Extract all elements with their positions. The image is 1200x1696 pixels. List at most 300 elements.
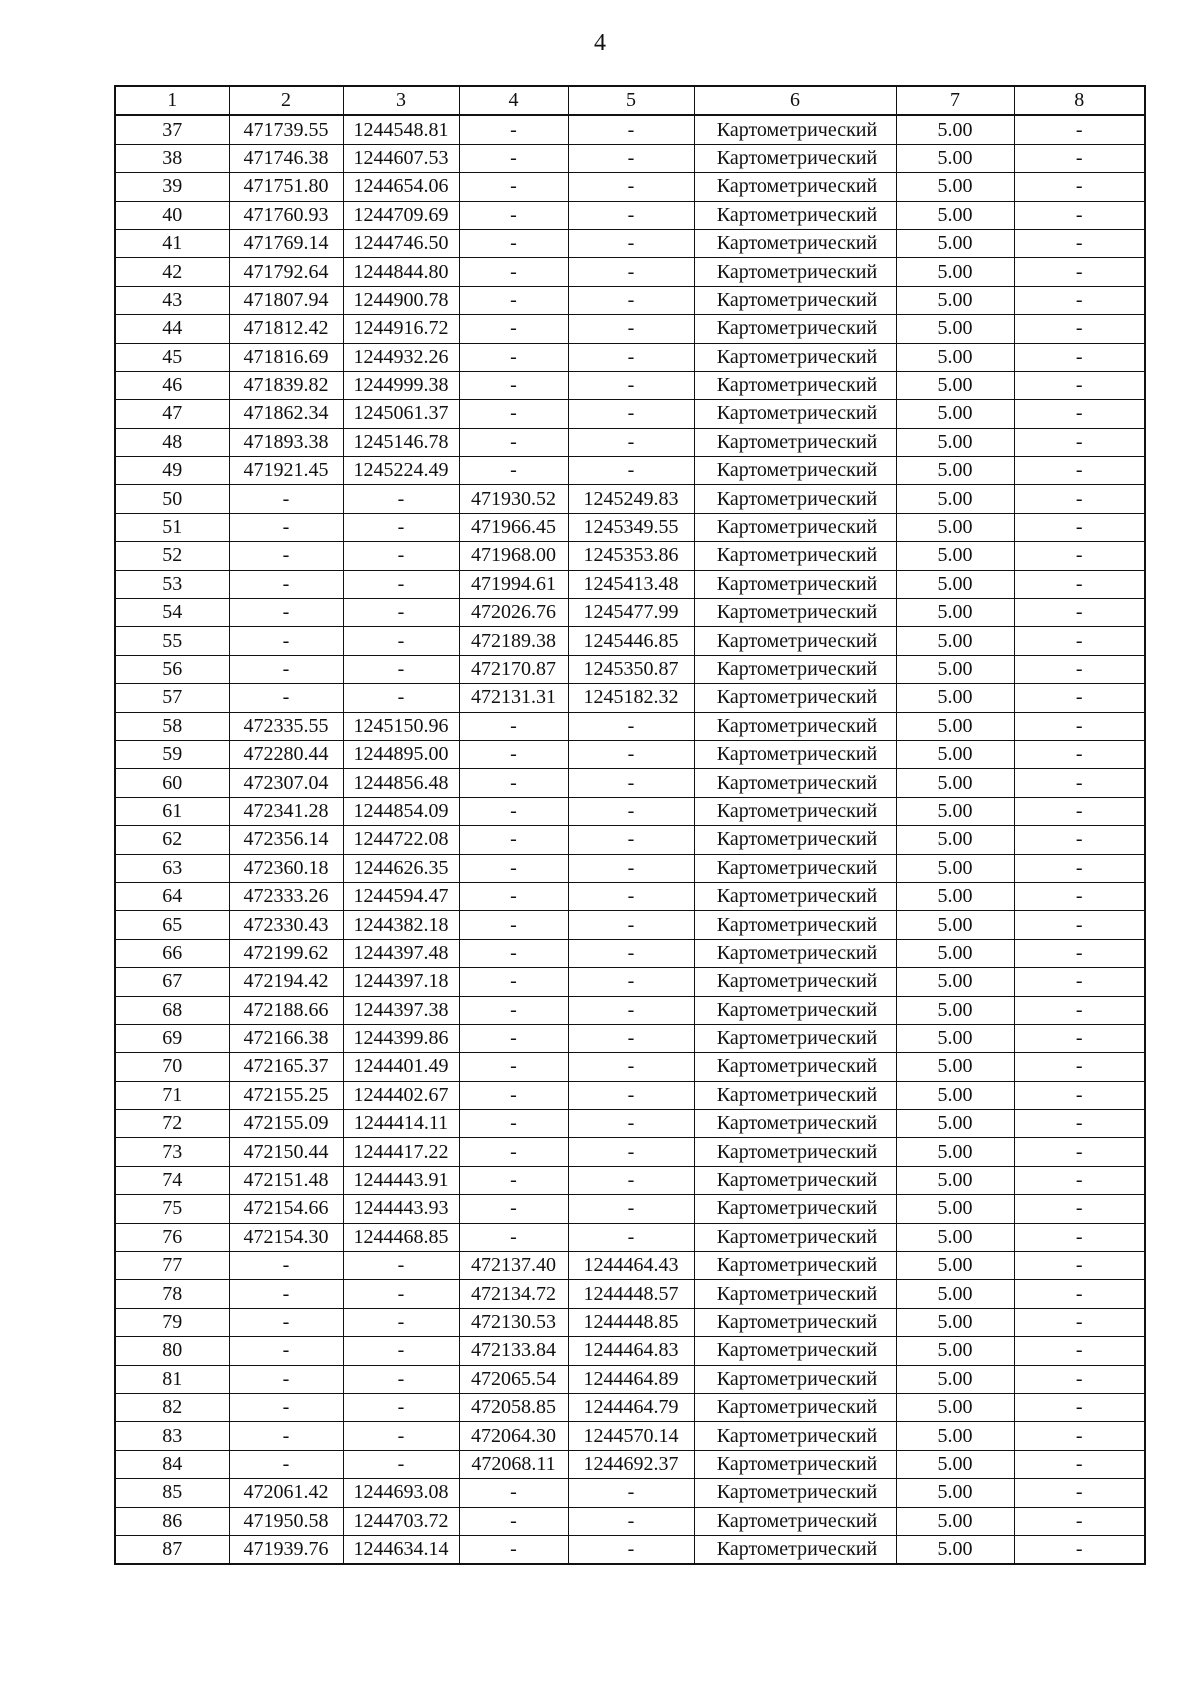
- cell-x-new: -: [459, 229, 568, 257]
- cell-method: Картометрический: [694, 258, 896, 286]
- cell-y-coordinate: -: [343, 684, 459, 712]
- cell-y-new: -: [568, 115, 694, 144]
- cell-point-number: 59: [115, 740, 229, 768]
- table-row: [115, 996, 1145, 1024]
- cell-y-coordinate: -: [343, 1252, 459, 1280]
- cell-point-number: 37: [115, 115, 229, 144]
- cell-note: -: [1014, 968, 1145, 996]
- cell-point-number: 39: [115, 173, 229, 201]
- cell-point-number: 61: [115, 797, 229, 825]
- cell-x-new: -: [459, 712, 568, 740]
- cell-method: Картометрический: [694, 882, 896, 910]
- cell-note: -: [1014, 201, 1145, 229]
- cell-y-coordinate: -: [343, 627, 459, 655]
- cell-method: Картометрический: [694, 1166, 896, 1194]
- cell-x-coordinate: -: [229, 1422, 343, 1450]
- cell-x-coordinate: -: [229, 1393, 343, 1421]
- cell-note: -: [1014, 1138, 1145, 1166]
- cell-accuracy: 5.00: [896, 1507, 1014, 1535]
- table-row: [115, 1166, 1145, 1194]
- cell-x-new: -: [459, 1138, 568, 1166]
- cell-y-coordinate: 1244634.14: [343, 1535, 459, 1564]
- cell-x-coordinate: 471939.76: [229, 1535, 343, 1564]
- table-row: [115, 1252, 1145, 1280]
- cell-point-number: 48: [115, 428, 229, 456]
- table-row: [115, 1280, 1145, 1308]
- table-row: [115, 1365, 1145, 1393]
- cell-x-coordinate: -: [229, 1337, 343, 1365]
- cell-x-coordinate: 472155.09: [229, 1110, 343, 1138]
- cell-x-new: -: [459, 939, 568, 967]
- cell-y-new: -: [568, 1024, 694, 1052]
- cell-y-coordinate: 1244722.08: [343, 826, 459, 854]
- cell-y-coordinate: 1244401.49: [343, 1053, 459, 1081]
- cell-method: Картометрический: [694, 201, 896, 229]
- cell-x-new: -: [459, 315, 568, 343]
- table-row: [115, 684, 1145, 712]
- table-row: [115, 769, 1145, 797]
- cell-point-number: 74: [115, 1166, 229, 1194]
- cell-accuracy: 5.00: [896, 1252, 1014, 1280]
- table-row: [115, 258, 1145, 286]
- table-body: [115, 115, 1145, 1564]
- table-row: [115, 542, 1145, 570]
- cell-x-coordinate: 472194.42: [229, 968, 343, 996]
- cell-accuracy: 5.00: [896, 854, 1014, 882]
- cell-method: Картометрический: [694, 457, 896, 485]
- cell-point-number: 82: [115, 1393, 229, 1421]
- table-row: [115, 655, 1145, 683]
- cell-x-new: -: [459, 911, 568, 939]
- cell-y-new: 1244464.89: [568, 1365, 694, 1393]
- cell-method: Картометрический: [694, 513, 896, 541]
- cell-point-number: 67: [115, 968, 229, 996]
- cell-method: Картометрический: [694, 1450, 896, 1478]
- table-row: [115, 371, 1145, 399]
- cell-point-number: 42: [115, 258, 229, 286]
- table-row: [115, 485, 1145, 513]
- table-row: [115, 968, 1145, 996]
- cell-x-new: -: [459, 1507, 568, 1535]
- cell-note: -: [1014, 542, 1145, 570]
- table-row: [115, 1507, 1145, 1535]
- cell-y-coordinate: 1245150.96: [343, 712, 459, 740]
- cell-x-coordinate: 471751.80: [229, 173, 343, 201]
- cell-x-coordinate: 472280.44: [229, 740, 343, 768]
- cell-accuracy: 5.00: [896, 1166, 1014, 1194]
- cell-x-coordinate: -: [229, 1365, 343, 1393]
- table-row: [115, 513, 1145, 541]
- table-row: [115, 286, 1145, 314]
- cell-y-new: 1245350.87: [568, 655, 694, 683]
- cell-note: -: [1014, 1365, 1145, 1393]
- cell-point-number: 72: [115, 1110, 229, 1138]
- cell-point-number: 83: [115, 1422, 229, 1450]
- cell-note: -: [1014, 371, 1145, 399]
- cell-point-number: 62: [115, 826, 229, 854]
- cell-method: Картометрический: [694, 173, 896, 201]
- cell-note: -: [1014, 173, 1145, 201]
- cell-x-new: -: [459, 1081, 568, 1109]
- table-row: [115, 343, 1145, 371]
- cell-y-coordinate: 1244932.26: [343, 343, 459, 371]
- cell-accuracy: 5.00: [896, 655, 1014, 683]
- cell-accuracy: 5.00: [896, 258, 1014, 286]
- cell-accuracy: 5.00: [896, 911, 1014, 939]
- cell-x-new: 471968.00: [459, 542, 568, 570]
- cell-x-new: 472137.40: [459, 1252, 568, 1280]
- cell-y-coordinate: 1245061.37: [343, 400, 459, 428]
- cell-y-new: -: [568, 144, 694, 172]
- cell-accuracy: 5.00: [896, 144, 1014, 172]
- cell-x-coordinate: 472165.37: [229, 1053, 343, 1081]
- cell-note: -: [1014, 1195, 1145, 1223]
- cell-y-new: -: [568, 371, 694, 399]
- cell-y-new: -: [568, 201, 694, 229]
- cell-x-new: -: [459, 115, 568, 144]
- cell-accuracy: 5.00: [896, 371, 1014, 399]
- table-row: [115, 1479, 1145, 1507]
- cell-y-coordinate: 1244594.47: [343, 882, 459, 910]
- cell-point-number: 49: [115, 457, 229, 485]
- cell-x-coordinate: 472188.66: [229, 996, 343, 1024]
- cell-x-coordinate: 471769.14: [229, 229, 343, 257]
- table-row: [115, 229, 1145, 257]
- cell-point-number: 78: [115, 1280, 229, 1308]
- table-row: [115, 201, 1145, 229]
- table-row: [115, 144, 1145, 172]
- cell-method: Картометрический: [694, 911, 896, 939]
- cell-point-number: 64: [115, 882, 229, 910]
- cell-accuracy: 5.00: [896, 1365, 1014, 1393]
- cell-y-coordinate: -: [343, 599, 459, 627]
- cell-note: -: [1014, 1479, 1145, 1507]
- cell-x-new: 472170.87: [459, 655, 568, 683]
- cell-point-number: 79: [115, 1308, 229, 1336]
- cell-note: -: [1014, 570, 1145, 598]
- cell-note: -: [1014, 712, 1145, 740]
- cell-x-coordinate: -: [229, 1280, 343, 1308]
- cell-y-coordinate: -: [343, 1337, 459, 1365]
- cell-y-new: -: [568, 1195, 694, 1223]
- cell-note: -: [1014, 1280, 1145, 1308]
- cell-y-new: -: [568, 968, 694, 996]
- cell-x-coordinate: 471950.58: [229, 1507, 343, 1535]
- cell-x-coordinate: -: [229, 485, 343, 513]
- table-row: [115, 1337, 1145, 1365]
- cell-y-new: -: [568, 1138, 694, 1166]
- cell-method: Картометрический: [694, 1223, 896, 1251]
- cell-method: Картометрический: [694, 343, 896, 371]
- cell-method: Картометрический: [694, 1053, 896, 1081]
- cell-accuracy: 5.00: [896, 1308, 1014, 1336]
- cell-y-coordinate: -: [343, 485, 459, 513]
- cell-accuracy: 5.00: [896, 513, 1014, 541]
- cell-y-coordinate: 1244382.18: [343, 911, 459, 939]
- cell-note: -: [1014, 1507, 1145, 1535]
- cell-accuracy: 5.00: [896, 968, 1014, 996]
- cell-x-coordinate: 472061.42: [229, 1479, 343, 1507]
- cell-method: Картометрический: [694, 684, 896, 712]
- table-row: [115, 882, 1145, 910]
- cell-accuracy: 5.00: [896, 1081, 1014, 1109]
- cell-accuracy: 5.00: [896, 229, 1014, 257]
- cell-y-new: 1245477.99: [568, 599, 694, 627]
- cell-method: Картометрический: [694, 485, 896, 513]
- cell-x-new: 472068.11: [459, 1450, 568, 1478]
- cell-y-new: -: [568, 286, 694, 314]
- page-number: 4: [594, 30, 606, 56]
- cell-accuracy: 5.00: [896, 1280, 1014, 1308]
- cell-point-number: 45: [115, 343, 229, 371]
- cell-note: -: [1014, 1450, 1145, 1478]
- cell-point-number: 65: [115, 911, 229, 939]
- cell-x-coordinate: -: [229, 655, 343, 683]
- cell-x-new: -: [459, 1053, 568, 1081]
- cell-y-coordinate: 1245146.78: [343, 428, 459, 456]
- cell-x-coordinate: 472360.18: [229, 854, 343, 882]
- cell-note: -: [1014, 315, 1145, 343]
- cell-y-new: 1245413.48: [568, 570, 694, 598]
- cell-note: -: [1014, 1024, 1145, 1052]
- cell-note: -: [1014, 911, 1145, 939]
- cell-x-new: -: [459, 882, 568, 910]
- table-row: [115, 712, 1145, 740]
- cell-y-coordinate: -: [343, 1393, 459, 1421]
- cell-note: -: [1014, 428, 1145, 456]
- cell-point-number: 86: [115, 1507, 229, 1535]
- cell-y-new: 1245353.86: [568, 542, 694, 570]
- cell-accuracy: 5.00: [896, 882, 1014, 910]
- cell-note: -: [1014, 286, 1145, 314]
- cell-method: Картометрический: [694, 996, 896, 1024]
- cell-x-coordinate: 471816.69: [229, 343, 343, 371]
- cell-method: Картометрический: [694, 1337, 896, 1365]
- cell-x-new: -: [459, 1024, 568, 1052]
- cell-method: Картометрический: [694, 712, 896, 740]
- cell-x-coordinate: -: [229, 1252, 343, 1280]
- cell-point-number: 84: [115, 1450, 229, 1478]
- cell-x-new: 471994.61: [459, 570, 568, 598]
- cell-x-new: 472130.53: [459, 1308, 568, 1336]
- cell-x-coordinate: -: [229, 599, 343, 627]
- cell-y-coordinate: 1244468.85: [343, 1223, 459, 1251]
- cell-accuracy: 5.00: [896, 1479, 1014, 1507]
- cell-x-coordinate: 471792.64: [229, 258, 343, 286]
- cell-accuracy: 5.00: [896, 939, 1014, 967]
- cell-x-coordinate: -: [229, 684, 343, 712]
- cell-y-coordinate: 1244746.50: [343, 229, 459, 257]
- cell-note: -: [1014, 882, 1145, 910]
- cell-accuracy: 5.00: [896, 599, 1014, 627]
- cell-accuracy: 5.00: [896, 115, 1014, 144]
- cell-x-coordinate: -: [229, 570, 343, 598]
- cell-accuracy: 5.00: [896, 542, 1014, 570]
- cell-accuracy: 5.00: [896, 485, 1014, 513]
- cell-y-new: -: [568, 457, 694, 485]
- cell-x-new: -: [459, 797, 568, 825]
- cell-method: Картометрический: [694, 229, 896, 257]
- cell-y-coordinate: -: [343, 1280, 459, 1308]
- cell-y-coordinate: 1244895.00: [343, 740, 459, 768]
- cell-y-coordinate: -: [343, 513, 459, 541]
- cell-method: Картометрический: [694, 315, 896, 343]
- cell-y-new: -: [568, 712, 694, 740]
- cell-accuracy: 5.00: [896, 740, 1014, 768]
- cell-point-number: 87: [115, 1535, 229, 1564]
- cell-x-coordinate: 471746.38: [229, 144, 343, 172]
- cell-y-new: -: [568, 258, 694, 286]
- cell-y-coordinate: 1244693.08: [343, 1479, 459, 1507]
- cell-accuracy: 5.00: [896, 1535, 1014, 1564]
- cell-x-new: -: [459, 428, 568, 456]
- cell-point-number: 76: [115, 1223, 229, 1251]
- cell-x-coordinate: 471921.45: [229, 457, 343, 485]
- cell-accuracy: 5.00: [896, 457, 1014, 485]
- cell-note: -: [1014, 229, 1145, 257]
- cell-point-number: 44: [115, 315, 229, 343]
- cell-method: Картометрический: [694, 115, 896, 144]
- cell-x-new: 472189.38: [459, 627, 568, 655]
- cell-accuracy: 5.00: [896, 400, 1014, 428]
- cell-x-new: -: [459, 286, 568, 314]
- table-row: [115, 1393, 1145, 1421]
- cell-y-coordinate: 1244607.53: [343, 144, 459, 172]
- cell-x-coordinate: 472341.28: [229, 797, 343, 825]
- cell-y-new: -: [568, 1223, 694, 1251]
- cell-y-coordinate: 1244626.35: [343, 854, 459, 882]
- cell-y-coordinate: -: [343, 542, 459, 570]
- table-row: [115, 1535, 1145, 1564]
- cell-point-number: 66: [115, 939, 229, 967]
- cell-note: -: [1014, 854, 1145, 882]
- cell-point-number: 41: [115, 229, 229, 257]
- cell-y-new: 1244570.14: [568, 1422, 694, 1450]
- table-row: [115, 854, 1145, 882]
- cell-point-number: 52: [115, 542, 229, 570]
- cell-point-number: 77: [115, 1252, 229, 1280]
- cell-accuracy: 5.00: [896, 201, 1014, 229]
- cell-y-coordinate: 1244397.18: [343, 968, 459, 996]
- cell-y-coordinate: 1244399.86: [343, 1024, 459, 1052]
- cell-y-coordinate: -: [343, 570, 459, 598]
- cell-method: Картометрический: [694, 1081, 896, 1109]
- cell-y-coordinate: 1244414.11: [343, 1110, 459, 1138]
- cell-method: Картометрический: [694, 854, 896, 882]
- cell-x-coordinate: 472335.55: [229, 712, 343, 740]
- cell-point-number: 68: [115, 996, 229, 1024]
- cell-accuracy: 5.00: [896, 996, 1014, 1024]
- cell-accuracy: 5.00: [896, 769, 1014, 797]
- cell-accuracy: 5.00: [896, 1053, 1014, 1081]
- cell-x-new: -: [459, 996, 568, 1024]
- cell-x-new: 471966.45: [459, 513, 568, 541]
- cell-x-coordinate: 471893.38: [229, 428, 343, 456]
- cell-accuracy: 5.00: [896, 826, 1014, 854]
- cell-method: Картометрический: [694, 655, 896, 683]
- cell-method: Картометрический: [694, 1422, 896, 1450]
- cell-y-coordinate: 1244900.78: [343, 286, 459, 314]
- cell-accuracy: 5.00: [896, 797, 1014, 825]
- cell-method: Картометрический: [694, 1110, 896, 1138]
- cell-x-new: 472131.31: [459, 684, 568, 712]
- cell-x-coordinate: 472307.04: [229, 769, 343, 797]
- cell-x-new: -: [459, 1535, 568, 1564]
- table-row: [115, 1422, 1145, 1450]
- table-row: [115, 911, 1145, 939]
- table-row: [115, 315, 1145, 343]
- cell-accuracy: 5.00: [896, 173, 1014, 201]
- cell-y-new: 1244464.43: [568, 1252, 694, 1280]
- table-row: [115, 428, 1145, 456]
- cell-note: -: [1014, 769, 1145, 797]
- cell-x-new: 472133.84: [459, 1337, 568, 1365]
- cell-method: Картометрический: [694, 939, 896, 967]
- cell-note: -: [1014, 826, 1145, 854]
- cell-accuracy: 5.00: [896, 627, 1014, 655]
- cell-y-coordinate: 1244397.48: [343, 939, 459, 967]
- column-header-4: 4: [459, 86, 568, 115]
- cell-y-new: 1245446.85: [568, 627, 694, 655]
- cell-point-number: 57: [115, 684, 229, 712]
- cell-y-coordinate: -: [343, 1365, 459, 1393]
- cell-point-number: 63: [115, 854, 229, 882]
- cell-y-coordinate: 1244709.69: [343, 201, 459, 229]
- cell-note: -: [1014, 996, 1145, 1024]
- table-row: [115, 1308, 1145, 1336]
- cell-y-new: 1244464.83: [568, 1337, 694, 1365]
- cell-x-coordinate: 472151.48: [229, 1166, 343, 1194]
- cell-y-coordinate: 1244999.38: [343, 371, 459, 399]
- cell-x-coordinate: 472150.44: [229, 1138, 343, 1166]
- cell-point-number: 80: [115, 1337, 229, 1365]
- cell-accuracy: 5.00: [896, 1450, 1014, 1478]
- cell-x-coordinate: -: [229, 513, 343, 541]
- column-header-3: 3: [343, 86, 459, 115]
- cell-y-new: -: [568, 996, 694, 1024]
- cell-note: -: [1014, 485, 1145, 513]
- cell-accuracy: 5.00: [896, 1024, 1014, 1052]
- cell-method: Картометрический: [694, 1280, 896, 1308]
- cell-point-number: 73: [115, 1138, 229, 1166]
- cell-note: -: [1014, 1308, 1145, 1336]
- cell-note: -: [1014, 684, 1145, 712]
- table-row: [115, 457, 1145, 485]
- cell-x-new: -: [459, 144, 568, 172]
- cell-accuracy: 5.00: [896, 1223, 1014, 1251]
- table-row: [115, 400, 1145, 428]
- cell-x-new: -: [459, 1479, 568, 1507]
- cell-method: Картометрический: [694, 1024, 896, 1052]
- cell-x-new: -: [459, 968, 568, 996]
- cell-note: -: [1014, 1535, 1145, 1564]
- cell-y-new: -: [568, 1166, 694, 1194]
- cell-accuracy: 5.00: [896, 315, 1014, 343]
- cell-note: -: [1014, 1223, 1145, 1251]
- cell-accuracy: 5.00: [896, 1393, 1014, 1421]
- cell-y-coordinate: 1244417.22: [343, 1138, 459, 1166]
- cell-y-new: -: [568, 1110, 694, 1138]
- cell-point-number: 60: [115, 769, 229, 797]
- cell-method: Картометрический: [694, 144, 896, 172]
- cell-note: -: [1014, 1393, 1145, 1421]
- cell-method: Картометрический: [694, 627, 896, 655]
- cell-x-new: -: [459, 854, 568, 882]
- cell-y-new: 1244464.79: [568, 1393, 694, 1421]
- cell-note: -: [1014, 740, 1145, 768]
- cell-point-number: 47: [115, 400, 229, 428]
- cell-note: -: [1014, 1252, 1145, 1280]
